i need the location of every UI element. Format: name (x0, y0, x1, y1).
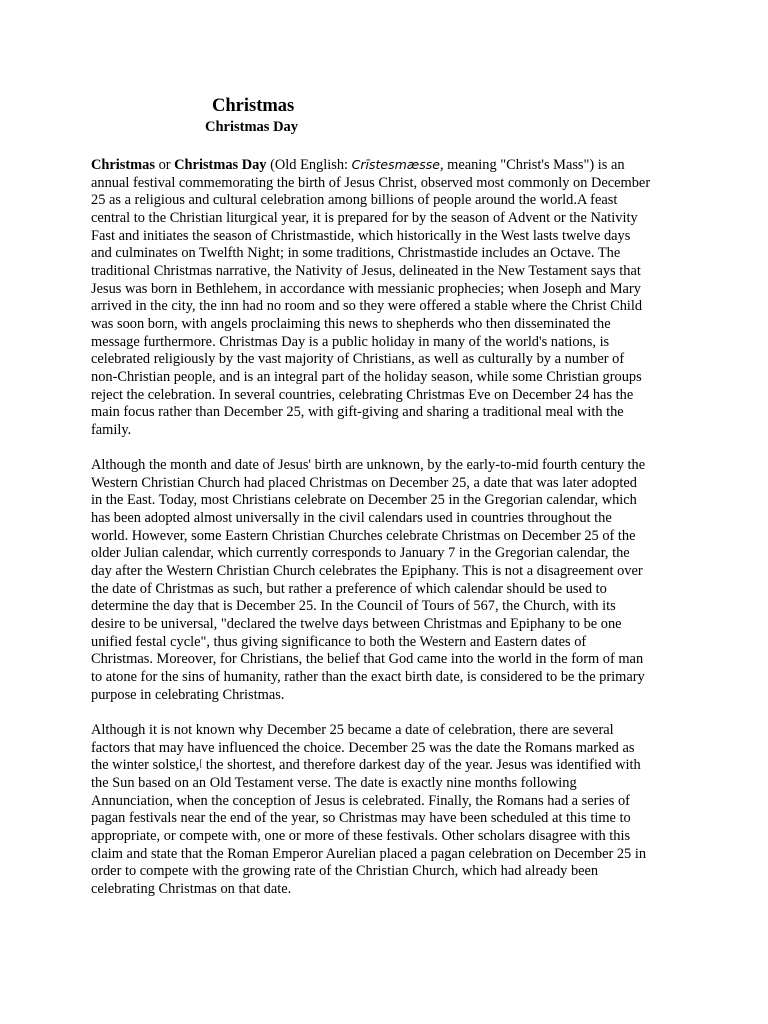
text-line: 25 as a religious and cultural celebration among billions of people around the world.A feast (91, 192, 618, 209)
text-line: claim and state that the Roman Emperor Aurelian placed a pagan celebration on December 25 in (91, 845, 647, 862)
text-line: unified festal cycle", thus giving significance to both the Western and Eastern dates of (91, 633, 587, 650)
text-line: non-Christian people, and is an integral part of the holiday season, while some Christian groups (91, 368, 642, 385)
text-line: day after the Western Christian Church celebrates the Epiphany. This is not a disagreement over (91, 563, 643, 580)
text-line: the date of Christmas as such, but rather a preference of which calendar should be used to (91, 580, 607, 597)
text-line: desire to be universal, "declared the twelve days between Christmas and Epiphany to be one (91, 616, 622, 633)
text-line: older Julian calendar, which currently corresponds to January 7 in the Gregorian calendar, the (91, 545, 630, 562)
old-english-suffix: , meaning "Christ's Mass") is an (439, 157, 625, 173)
text-line: and culminates on Twelfth Night; in some traditions, Christmastide includes an Octave. The (91, 245, 621, 262)
text-line: to atone for the sins of humanity, rather than the exact birth date, is considered to be the primary (91, 669, 645, 686)
text-line: purpose in celebrating Christmas. (91, 686, 285, 703)
document-subtitle: Christmas Day (205, 119, 299, 135)
text-line: arrived in the city, the inn had no room and so they were offered a stable where the Christ Child (91, 298, 643, 315)
text-line: has been adopted almost universally in the civil calendars used in countries throughout the (91, 510, 612, 527)
intro-paragraph (91, 156, 691, 440)
text-line: celebrating Christmas on that date. (91, 880, 292, 897)
document-body (91, 156, 691, 899)
text-line: celebrated religiously by the vast majority of Christians, as well as culturally by a number of (91, 351, 625, 368)
text-line: pagan festivals near the end of the year, so Christmas may have been scheduled at this time to (91, 810, 631, 827)
text-line: Fast and initiates the season of Christmastide, which historically in the West lasts twelve days (91, 227, 631, 244)
text-line: determine the day that is December 25. In the Council of Tours of 567, the Church, with its (91, 598, 616, 615)
text-line: in the East. Today, most Christians celebrate on December 25 in the Gregorian calendar, which (91, 492, 637, 509)
text-line: annual festival commemorating the birth of Jesus Christ, observed most commonly on December (91, 174, 651, 191)
text-line: Annunciation, when the conception of Jesus is celebrated. Finally, the Romans had a series of (91, 792, 630, 809)
text-line: the Sun based on an Old Testament verse. The date is exactly nine months following (91, 774, 577, 791)
text-line: reject the celebration. In several countries, celebrating Christmas Eve on December 24 has the (91, 386, 634, 403)
text-line: central to the Christian liturgical year, it is prepared for by the season of Advent or the Nativity (91, 209, 638, 226)
intro-first-line (91, 156, 691, 175)
text-line: was soon born, with angels proclaiming this news to shepherds who then disseminated the (91, 315, 611, 332)
text-line: main focus rather than December 25, with gift-giving and sharing a traditional meal with the (91, 404, 624, 421)
text-line: world. However, some Eastern Christian Churches celebrate Christmas on December 25 of the (91, 527, 636, 544)
text-line: traditional Christmas narrative, the Nativity of Jesus, delineated in the New Testament says that (91, 262, 641, 279)
solstice-text: the winter solstice, (91, 757, 200, 774)
text-line-with-ref (91, 757, 691, 775)
solstice-continuation: the shortest, and therefore darkest day of the year. Jesus was identified with (202, 757, 641, 774)
text-line: Jesus was born in Bethlehem, in accordance with messianic prophecies; when Joseph and Mary (91, 280, 641, 297)
intro-or: or (154, 157, 175, 173)
old-english-prefix: (Old English: (266, 157, 352, 173)
text-line: factors that may have influenced the choice. December 25 was the date the Romans marked as (91, 739, 635, 756)
text-line: Although the month and date of Jesus' birth are unknown, by the early-to-mid fourth century the (91, 457, 646, 474)
text-line: message furthermore. Christmas Day is a public holiday in many of the world's nations, is (91, 333, 610, 350)
text-line: Although it is not known why December 25 became a date of celebration, there are several (91, 721, 614, 738)
term-christmas-day: Christmas Day (174, 157, 267, 173)
text-line: family. (91, 421, 132, 438)
paragraph-3 (91, 722, 691, 899)
text-line: order to compete with the growing rate of the Christian Church, which had already been (91, 863, 599, 880)
document-title: Christmas (212, 96, 295, 116)
text-line: Western Christian Church had placed Christmas on December 25, a date that was later adopted (91, 474, 637, 491)
text-line: appropriate, or compete with, one or more of these festivals. Other scholars disagree with this (91, 827, 631, 844)
paragraph-2 (91, 457, 691, 704)
text-line: Christmas. Moreover, for Christians, the belief that God came into the world in the form of man (91, 651, 644, 668)
old-english-word: Crīstesmæsse (351, 157, 440, 172)
footnote-ref: [ (199, 758, 203, 769)
term-christmas: Christmas (91, 157, 155, 173)
